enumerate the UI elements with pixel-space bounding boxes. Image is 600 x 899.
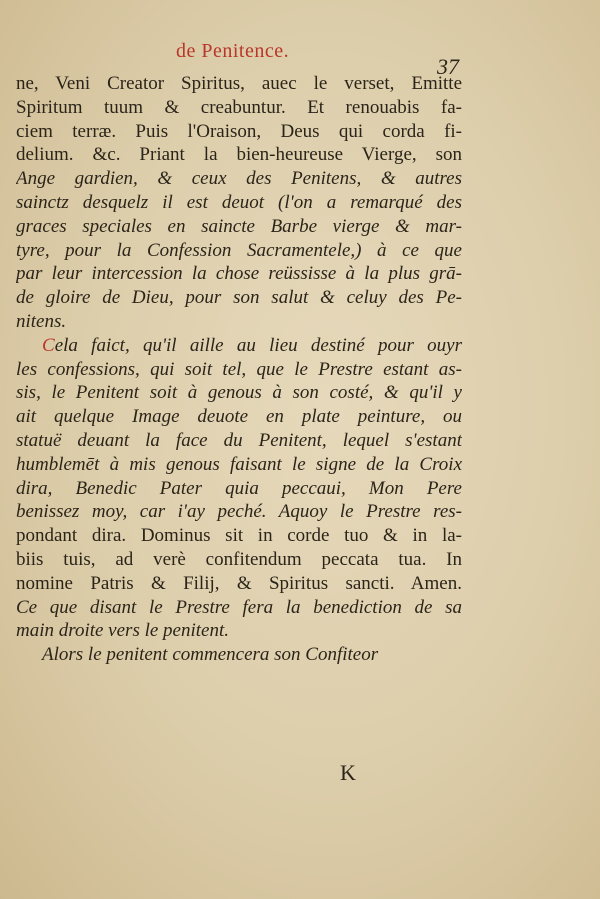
line-text: benissez moy, car i'ay peché. Aquoy le Prestre res- — [16, 501, 462, 523]
text-line — [16, 310, 462, 334]
running-head: de Penitence. — [176, 40, 290, 62]
line-text: Alors le penitent commencera son Confiteor — [42, 644, 379, 666]
text-line — [16, 619, 462, 643]
text-line — [16, 286, 462, 310]
initial-letter: C — [42, 334, 55, 356]
text-line — [16, 262, 462, 286]
line-text: sis, le Penitent soit à genous à son costé, & qu'il y — [16, 382, 462, 404]
line-text: nomine Patris & Filij, & Spiritus sancti. Amen. — [16, 572, 462, 594]
line-text: statuë deuant la face du Penitent, lequel s'estant — [16, 429, 462, 451]
line-text: biis tuis, ad verè confitendum peccata tua. In — [16, 548, 462, 570]
text-line — [16, 405, 462, 429]
text-line — [16, 453, 462, 477]
body-text — [16, 72, 462, 667]
line-text: ne, Veni Creator Spiritus, auec le verset, Emitte — [16, 73, 462, 94]
line-text: humblemēt à mis genous faisant le signe de la Croix — [16, 453, 462, 475]
line-text: main droite vers le penitent. — [16, 620, 229, 642]
text-line — [16, 191, 462, 215]
line-text: Spiritum tuum & creabuntur. Et renouabis fa- — [16, 96, 462, 118]
text-line — [16, 358, 462, 382]
text-line — [16, 381, 462, 405]
text-line — [16, 572, 462, 596]
line-text: Ce que disant le Prestre fera la benediction de sa — [16, 596, 462, 618]
text-line — [16, 429, 462, 453]
text-line — [16, 548, 462, 572]
text-line — [16, 477, 462, 501]
text-line — [16, 239, 462, 263]
line-text: ela faict, qu'il aille au lieu destiné pour ouyr — [54, 334, 462, 356]
line-text: tyre, pour la Confession Sacramentele,) à ce que — [16, 239, 462, 261]
page-number: 37 — [437, 54, 459, 79]
line-text: nitens. — [16, 310, 67, 332]
text-line — [16, 524, 462, 548]
text-line — [16, 215, 462, 239]
line-text: ait quelque Image deuote en plate peinture, ou — [16, 406, 462, 428]
line-text: delium. &c. Priant la bien-heureuse Vierge, son — [16, 144, 462, 166]
text-line — [16, 643, 462, 667]
text-line — [16, 96, 462, 120]
text-line — [16, 120, 462, 144]
line-text: Ange gardien, & ceux des Penitens, & autres — [16, 168, 462, 190]
signature-mark: K — [340, 760, 357, 785]
line-text: sainctz desquelz il est deuot (l'on a remarqué des — [16, 191, 462, 213]
text-line — [16, 334, 462, 358]
text-line — [16, 500, 462, 524]
line-text: par leur intercession la chose reüssisse à la plus grā- — [16, 263, 462, 285]
line-text: graces speciales en saincte Barbe vierge & mar- — [16, 215, 462, 237]
text-line — [16, 167, 462, 191]
line-text: les confessions, qui soit tel, que le Prestre estant as- — [16, 358, 462, 380]
line-text: dira, Benedic Pater quia peccaui, Mon Pere — [16, 477, 462, 499]
text-line — [16, 596, 462, 620]
text-line — [16, 72, 462, 96]
line-text: pondant dira. Dominus sit in corde tuo & in la- — [16, 525, 462, 547]
page-header — [0, 40, 600, 79]
line-text: de gloire de Dieu, pour son salut & celuy des Pe- — [16, 287, 462, 309]
line-text: ciem terræ. Puis l'Oraison, Deus qui corda fi- — [16, 120, 462, 142]
text-line — [16, 143, 462, 167]
